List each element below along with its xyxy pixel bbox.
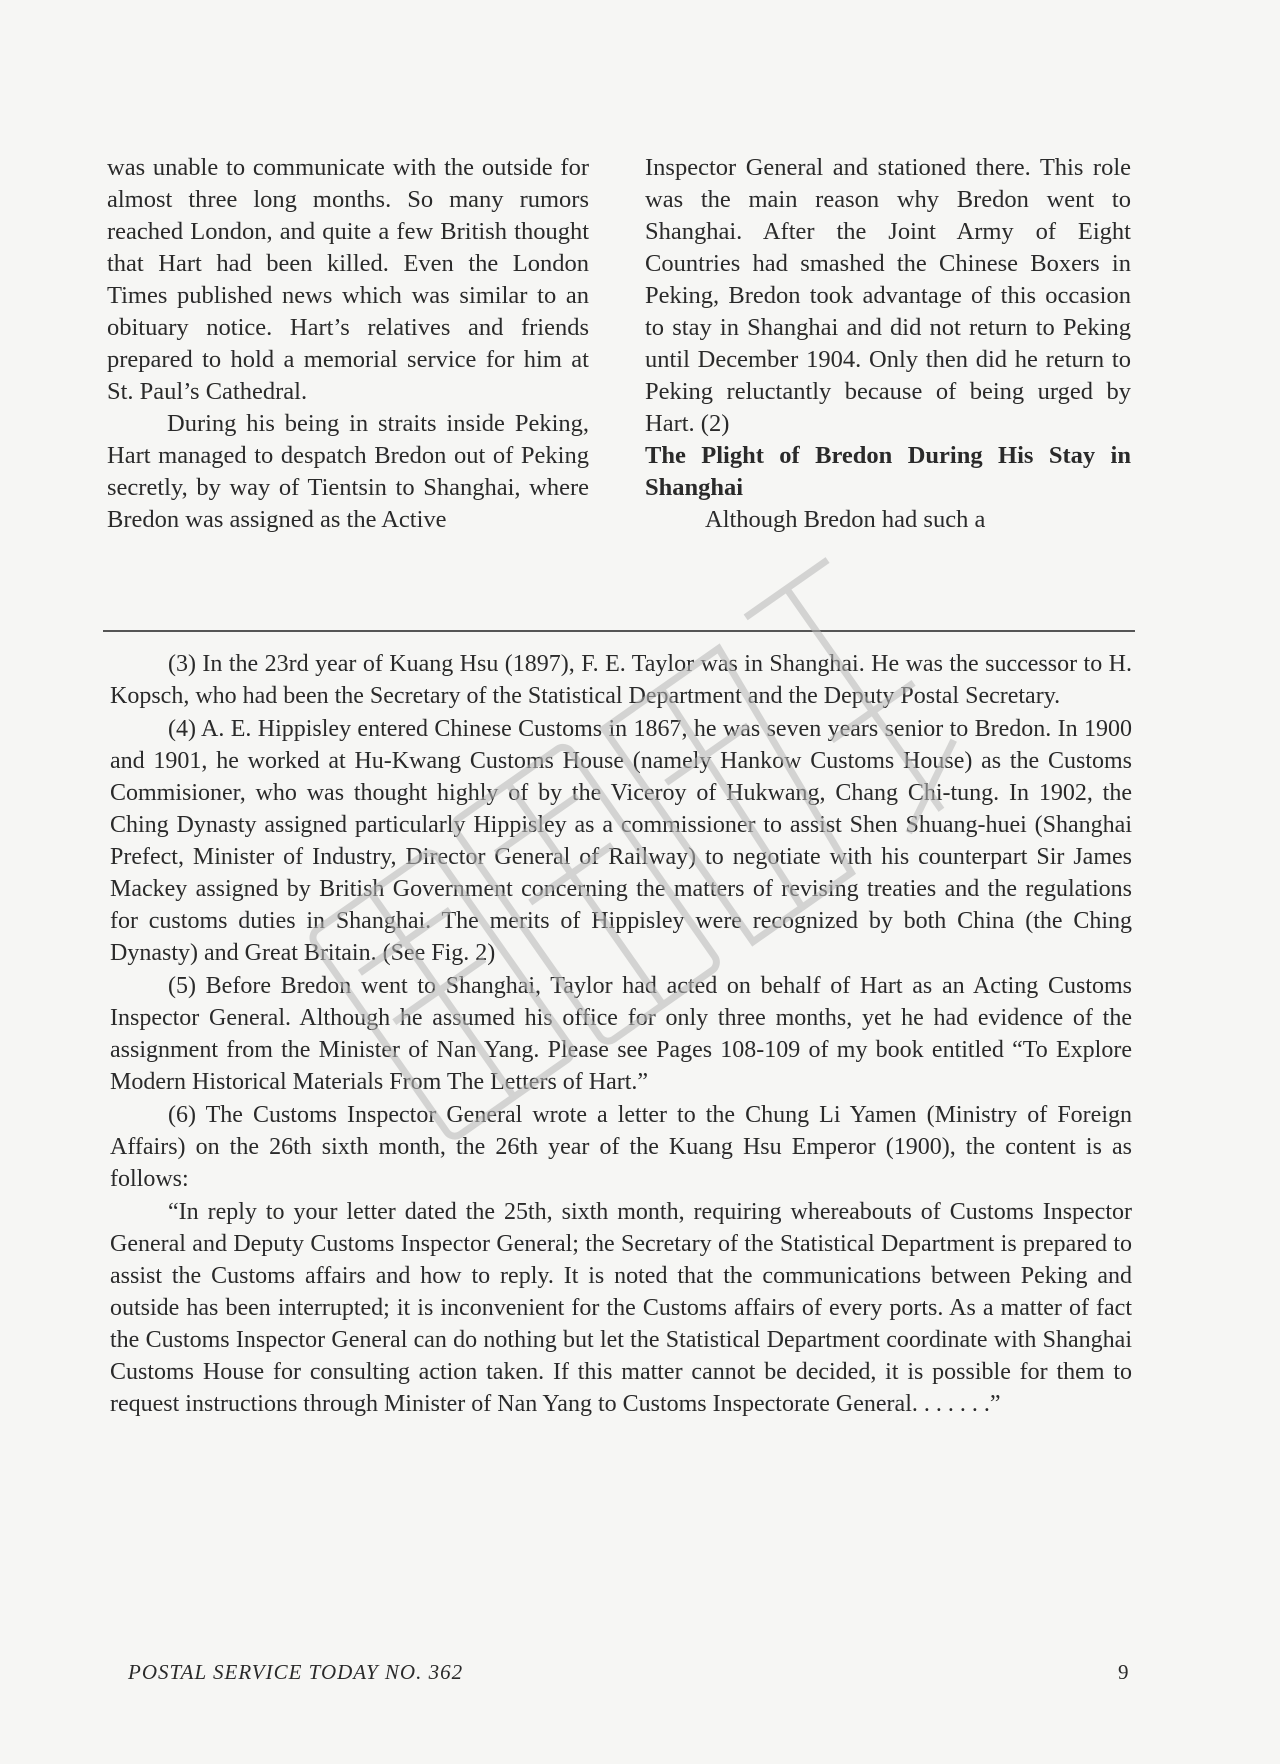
footnote-6-quote: “In reply to your letter dated the 25th, sixth month, requiring whereabouts of Customs Inspector General and Deputy Customs Inspector General; the Secretary of the Statistical Department is prepared to assist the Customs affairs and how to reply. It is noted that the communications between Peking and outside has been interrupted; it is inconvenient for the Customs affairs of every ports. As a matter of fact the Customs Inspector General can do nothing but let the Statistical Department coordinate with Shanghai Customs House for consulting action taken. If this matter cannot be decided, it is possible for them to request instructions through Minister of Nan Yang to Customs Inspectorate General. . . . . . .”	[110, 1199, 1132, 1417]
footnote-divider	[103, 630, 1135, 632]
left-paragraph-2: During his being in straits inside Peking, Hart managed to despatch Bredon out of Peking secretly, by way of Tientsin to Shanghai, where Bredon was assigned as the Active	[107, 410, 589, 533]
footnote-3: (3) In the 23rd year of Kuang Hsu (1897), F. E. Taylor was in Shanghai. He was the successor to H. Kopsch, who had been the Secretary of the Statistical Department and the Deputy Postal Secretary.	[110, 651, 1132, 709]
right-column	[645, 152, 1131, 536]
left-paragraph-1: was unable to communicate with the outside for almost three long months. So many rumors reached London, and quite a few British thought that Hart had been killed. Even the London Times published news which was similar to an obituary notice. Hart’s relatives and friends prepared to hold a memorial service for him at St. Paul’s Cathedral.	[107, 154, 589, 405]
footnote-5: (5) Before Bredon went to Shanghai, Taylor had acted on behalf of Hart as an Acting Customs Inspector General. Although he assumed his office for only three months, yet he had evidence of the assignment from the Minister of Nan Yang. Please see Pages 108-109 of my book entitled “To Explore Modern Historical Materials From The Letters of Hart.”	[110, 973, 1132, 1095]
right-paragraph-2: Although Bredon had such a	[705, 506, 986, 533]
right-paragraph-1: Inspector General and stationed there. This role was the main reason why Bredon went to Shanghai. After the Joint Army of Eight Countries had smashed the Chinese Boxers in Peking, Bredon took advantage of this occasion to stay in Shanghai and did not return to Peking until December 1904. Only then did he return to Peking reluctantly because of being urged by Hart. (2)	[645, 154, 1131, 437]
publication-footer: POSTAL SERVICE TODAY NO. 362	[128, 1660, 464, 1684]
footnote-4: (4) A. E. Hippisley entered Chinese Customs in 1867, he was seven years senior to Bredon. In 1900 and 1901, he worked at Hu-Kwang Customs House (namely Hankow Customs House) as the Customs Commisioner, who was thought highly of by the Viceroy of Hukwang, Chang Chi-tung. In 1902, the Ching Dynasty assigned particularly Hippisley as a commissioner to assist Shen Shuang-huei (Shanghai Prefect, Minister of Industry, Director General of Railway) to negotiate with his counterpart Sir James Mackey assigned by British Government concerning the matters of revising treaties and the regulations for customs duties in Shanghai. The merits of Hippisley were recognized by both China (the Ching Dynasty) and Great Britain. (See Fig. 2)	[110, 716, 1132, 966]
left-column	[107, 152, 589, 536]
footnote-6: (6) The Customs Inspector General wrote a letter to the Chung Li Yamen (Ministry of Foreign Affairs) on the 26th sixth month, the 26th year of the Kuang Hsu Emperor (1900), the content is as follows:	[110, 1102, 1132, 1192]
page-number: 9	[1118, 1660, 1129, 1684]
section-heading: The Plight of Bredon During His Stay in Shanghai	[645, 442, 1131, 501]
footnotes	[110, 648, 1132, 1421]
